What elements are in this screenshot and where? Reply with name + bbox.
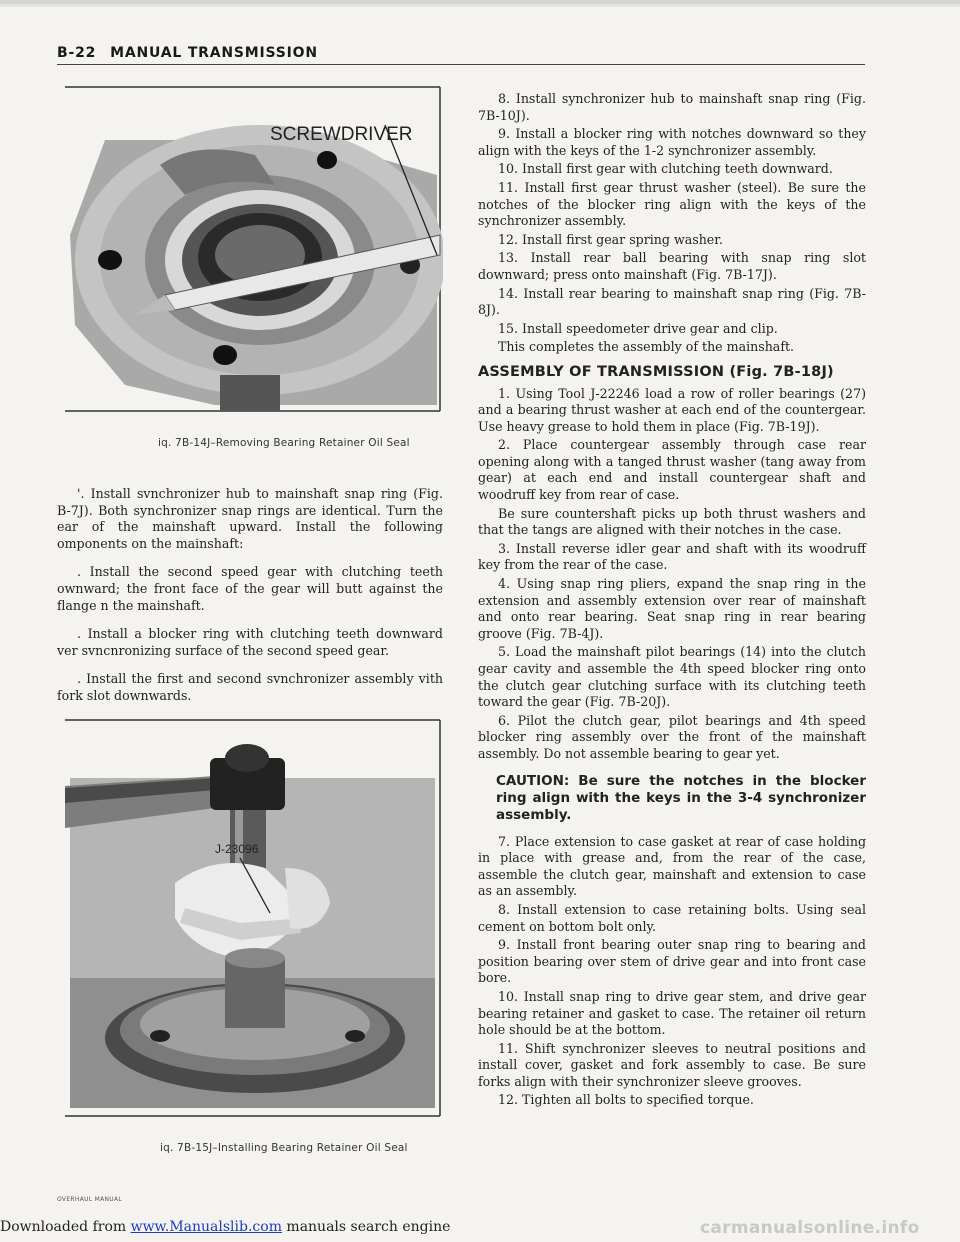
assembly-step: 10. Install snap ring to drive gear stem, and drive gear bearing retainer and gasket to case. The retainer oil return hole should be at the bottom. [478, 988, 866, 1038]
right-step: 8. Install synchronizer hub to mainshaft snap ring (Fig. 7B-10J). [478, 91, 866, 123]
right-step: This completes the assembly of the mainshaft. [498, 339, 795, 355]
right-step: 15. Install speedometer drive gear and clip. [498, 320, 778, 336]
left-paragraph: . Install a blocker ring with clutching teeth downward ver svncnronizing surface of the second speed gear. [57, 626, 443, 658]
assembly-step: 7. Place extension to case gasket at rear of case holding in place with grease and, from the rear of the case, assemble the clutch gear, mainshaft and extension to case as an assembly. [478, 833, 866, 899]
right-step: 11. Install first gear thrust washer (steel). Be sure the notches of the blocker ring align with the keys of the synchronizer assembly. [478, 179, 866, 229]
assembly-step: 3. Install reverse idler gear and shaft with its woodruff key from the rear of the case. [478, 540, 866, 573]
right-step: 12. Install first gear spring washer. [498, 231, 723, 247]
assembly-step: 12. Tighten all bolts to specified torque. [498, 1092, 754, 1108]
manualslib-link[interactable]: www.Manualslib.com [130, 1219, 282, 1235]
page-header [57, 45, 318, 61]
assembly-step: 2. Place countergear assembly through case rear opening along with a tanged thrust washer (tang away from gear) at each end and install countergear shaft and woodruff key from rear of case. [478, 437, 866, 503]
assembly-step: 4. Using snap ring pliers, expand the snap ring in the extension and assembly extension over rear of mainshaft and onto rear bearing. Seat snap ring in rear bearing groove (Fig. 7B-4J). [478, 576, 866, 641]
right-column [478, 91, 866, 1111]
right-step: 13. Install rear ball bearing with snap ring slot downward; press onto mainshaft (Fig. 7B-17J). [478, 250, 866, 282]
section-heading: ASSEMBLY OF TRANSMISSION (Fig. 7B-18J) [478, 363, 834, 380]
assembly-step: Be sure countershaft picks up both thrust washers and that the tangs are aligned with their notches in the case. [478, 505, 866, 538]
right-step: 14. Install rear bearing to mainshaft snap ring (Fig. 7B-8J). [478, 285, 866, 318]
assembly-step: 8. Install extension to case retaining bolts. Using seal cement on bottom bolt only. [478, 901, 866, 934]
figure-2-caption: iq. 7B-15J–Installing Bearing Retainer Oil Seal [160, 1142, 408, 1154]
left-column [57, 486, 443, 707]
figure-removing-oil-seal [65, 85, 443, 413]
assembly-step: 1. Using Tool J-22246 load a row of roller bearings (27) and a bearing thrust washer at each end of the countergear. Use heavy grease to hold them in place (Fig. 7B-19J). [478, 385, 866, 434]
tool-number-label: J-23096 [215, 842, 259, 856]
left-paragraph: '. Install svnchronizer hub to mainshaft snap ring (Fig. B-7J). Both synchronizer snap rings are identical. Turn the ear of the mainshaft upward. Install the following omponents on the mainshaft: [57, 486, 443, 551]
watermark: carmanualsonline.info [700, 1218, 920, 1238]
photo-removing-oil-seal [65, 85, 443, 413]
right-step: 9. Install a blocker ring with notches downward so they align with the keys of the 1-2 synchronizer assembly. [478, 126, 866, 158]
figure-1-caption: iq. 7B-14J–Removing Bearing Retainer Oil Seal [158, 437, 410, 449]
download-suffix: manuals search engine [281, 1219, 451, 1235]
left-paragraph: . Install the second speed gear with clutching teeth ownward; the front face of the gear will butt against the flange n the mainshaft. [57, 564, 443, 613]
header-rule [57, 64, 865, 65]
download-prefix: Downloaded from [0, 1219, 131, 1235]
assembly-step: 9. Install front bearing outer snap ring to bearing and position bearing over stem of drive gear and into front case bore. [478, 937, 866, 986]
top-edge-shadow [0, 4, 960, 7]
right-step: 10. Install first gear with clutching teeth downward. [498, 161, 833, 177]
manual-footer-label: OVERHAUL MANUAL [57, 1196, 123, 1203]
photo-installing-oil-seal [65, 718, 443, 1118]
page-title: MANUAL TRANSMISSION [110, 45, 318, 61]
screwdriver-label: SCREWDRIVER [270, 124, 413, 145]
figure-installing-oil-seal [65, 718, 443, 1118]
caution-notice: CAUTION: Be sure the notches in the blocker ring align with the keys in the 3-4 synchronizer assembly. [496, 772, 866, 823]
assembly-step: 5. Load the mainshaft pilot bearings (14) into the clutch gear cavity and assemble the 4th speed blocker ring onto the clutch gear clutching surface with its clutching teeth toward the gear (Fig. 7B-20J). [478, 644, 866, 710]
assembly-step: 6. Pilot the clutch gear, pilot bearings and 4th speed blocker ring assembly over the front of the mainshaft assembly. Do not assemble bearing to gear yet. [478, 712, 866, 761]
page-number: B-22 [57, 45, 97, 61]
download-footer [0, 1219, 450, 1235]
assembly-step: 11. Shift synchronizer sleeves to neutral positions and install cover, gasket and fork assembly to case. Be sure forks align with their synchronizer sleeve grooves. [478, 1040, 866, 1089]
left-paragraph: . Install the first and second svnchronizer assembly vith fork slot downwards. [57, 671, 443, 703]
